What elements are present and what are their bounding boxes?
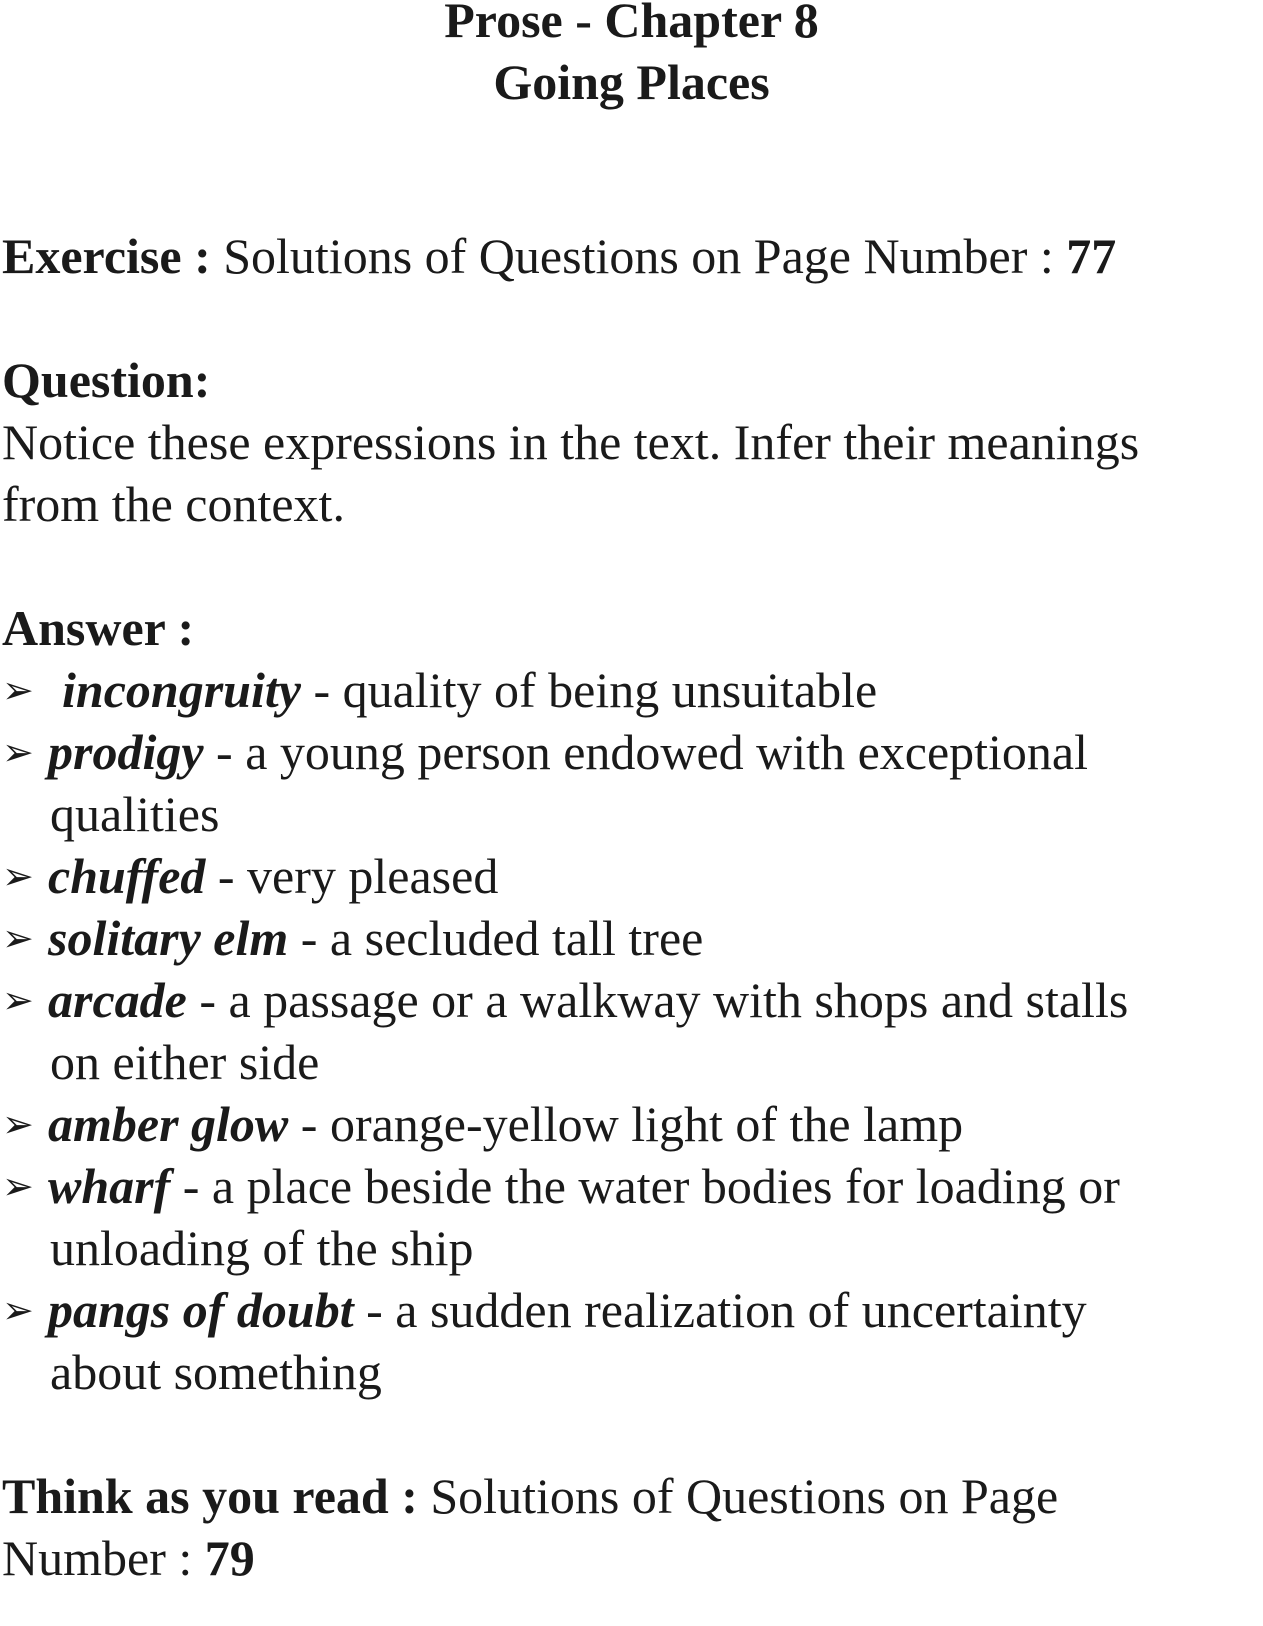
arrow-bullet-icon: ➢ (2, 730, 34, 774)
exercise-label: Exercise : (2, 228, 211, 284)
think-text: Solutions of Questions on Page (430, 1468, 1059, 1524)
think-heading-line-2 (2, 1528, 255, 1588)
answer-term: pangs of doubt (48, 1282, 354, 1338)
answer-definition: - very pleased (205, 848, 499, 904)
answer-term: prodigy (48, 724, 204, 780)
think-heading (2, 1466, 1058, 1526)
list-item (2, 908, 703, 968)
question-label: Question: (2, 352, 211, 408)
arrow-bullet-icon: ➢ (2, 1164, 34, 1208)
answer-term: incongruity (62, 662, 301, 718)
answer-definition: - a place beside the water bodies for loading or (170, 1158, 1120, 1214)
answer-definition: - a young person endowed with exceptional (203, 724, 1089, 780)
think-label: Think as you read : (2, 1468, 418, 1524)
arrow-bullet-icon: ➢ (2, 978, 34, 1022)
arrow-bullet-icon: ➢ (2, 668, 34, 712)
exercise-page-number: 77 (1066, 228, 1117, 284)
answer-term: wharf (48, 1158, 171, 1214)
exercise-text: Solutions of Questions on Page Number : (223, 228, 1054, 284)
chapter-title: Prose - Chapter 8 (444, 0, 819, 48)
answer-term: solitary elm (48, 910, 289, 966)
list-item (2, 846, 498, 906)
question-line-1: Notice these expressions in the text. Infer their meanings (2, 414, 1140, 470)
answer-continuation: about something (50, 1344, 382, 1400)
answer-continuation: unloading of the ship (50, 1220, 474, 1276)
question-line-2: from the context. (2, 476, 345, 532)
arrow-bullet-icon: ➢ (2, 1288, 34, 1332)
arrow-bullet-icon: ➢ (2, 854, 34, 898)
answer-definition: - a passage or a walkway with shops and stalls (186, 972, 1129, 1028)
exercise-heading (2, 226, 1116, 286)
answer-continuation: qualities (50, 786, 220, 842)
think-page-number: 79 (204, 1530, 255, 1586)
arrow-bullet-icon: ➢ (2, 916, 34, 960)
answer-term: arcade (48, 972, 187, 1028)
answer-label: Answer : (2, 600, 195, 656)
list-item (2, 1156, 1120, 1216)
arrow-bullet-icon: ➢ (2, 1102, 34, 1146)
answer-definition: - orange-yellow light of the lamp (288, 1096, 964, 1152)
list-item (2, 660, 877, 720)
answer-continuation: on either side (50, 1034, 320, 1090)
think-text-2: Number : (2, 1530, 193, 1586)
list-item (2, 1280, 1087, 1340)
list-item (2, 722, 1088, 782)
answer-definition: - a sudden realization of uncertainty (353, 1282, 1087, 1338)
answer-term: chuffed (48, 848, 206, 904)
chapter-subtitle: Going Places (493, 54, 770, 110)
list-item (2, 970, 1128, 1030)
answer-term: amber glow (48, 1096, 289, 1152)
answer-definition: - quality of being unsuitable (300, 662, 878, 718)
list-item (2, 1094, 963, 1154)
answer-definition: - a secluded tall tree (288, 910, 704, 966)
